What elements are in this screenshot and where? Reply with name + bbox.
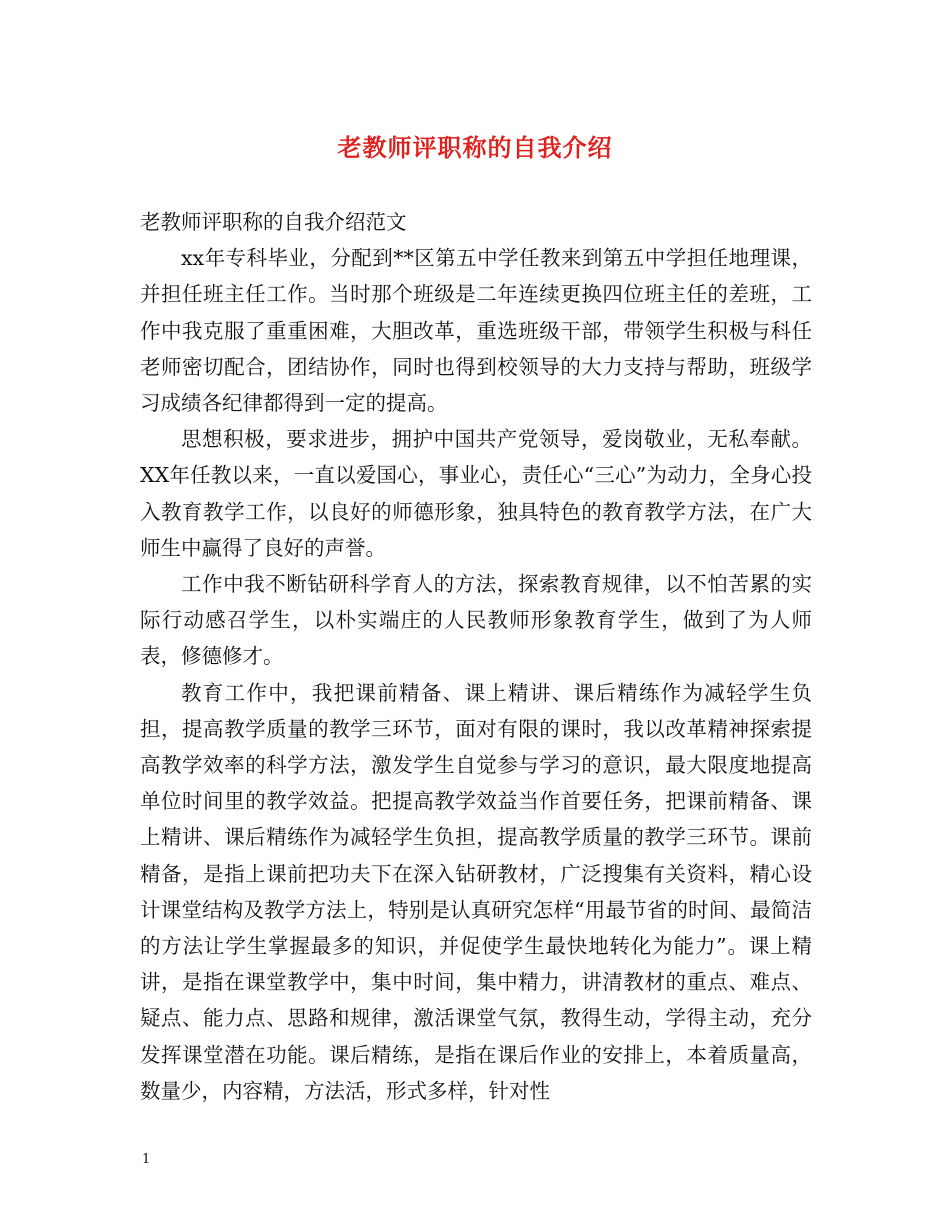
document-subtitle: 老教师评职称的自我介绍范文 (140, 210, 407, 234)
document-body (140, 204, 812, 1109)
document-title: 老教师评职称的自我介绍 (337, 133, 613, 162)
paragraph-4: 教育工作中，我把课前精备、课上精讲、课后精练作为减轻学生负担，提高教学质量的教学三环节，面对有限的课时，我以改革精神探索提高教学效率的科学方法，激发学生自觉参与学习的意识，最大限度地提高单位时间里的教学效益。把提高教学效益当作首要任务，把课前精备、课上精讲、课后精练作为减轻学生负担，提高教学质量的教学三环节。课前精备，是指上课前把功夫下在深入钻研教材，广泛搜集有关资料，精心设计课堂结构及教学方法上，特别是认真研究怎样“用最节省的时间、最简洁的方法让学生掌握最多的知识，并促使学生最快地转化为能力”。课上精讲，是指在课堂教学中，集中时间，集中精力，讲清教材的重点、难点、疑点、能力点、思路和规律，激活课堂气氛，教得生动，学得主动，充分发挥课堂潜在功能。课后精练，是指在课后作业的安排上，本着质量高，数量少，内容精，方法活，形式多样，针对性 (140, 680, 812, 1103)
page-number: 1 (142, 1152, 151, 1167)
paragraph-3: 工作中我不断钻研科学育人的方法，探索教育规律，以不怕苦累的实际行动感召学生，以朴实端庄的人民教师形象教育学生，做到了为人师表，修德修才。 (140, 572, 812, 669)
paragraph-2: 思想积极，要求进步，拥护中国共产党领导，爱岗敬业，无私奉献。XX年任教以来，一直以爱国心，事业心，责任心“三心”为动力，全身心投入教育教学工作，以良好的师德形象，独具特色的教育教学方法，在广大师生中赢得了良好的声誉。 (140, 427, 812, 560)
paragraph-1: xx年专科毕业，分配到**区第五中学任教来到第五中学担任地理课，并担任班主任工作。当时那个班级是二年连续更换四位班主任的差班，工作中我克服了重重困难，大胆改革，重选班级干部，带领学生积极与科任老师密切配合，团结协作，同时也得到校领导的大力支持与帮助，班级学习成绩各纪律都得到一定的提高。 (140, 246, 812, 416)
